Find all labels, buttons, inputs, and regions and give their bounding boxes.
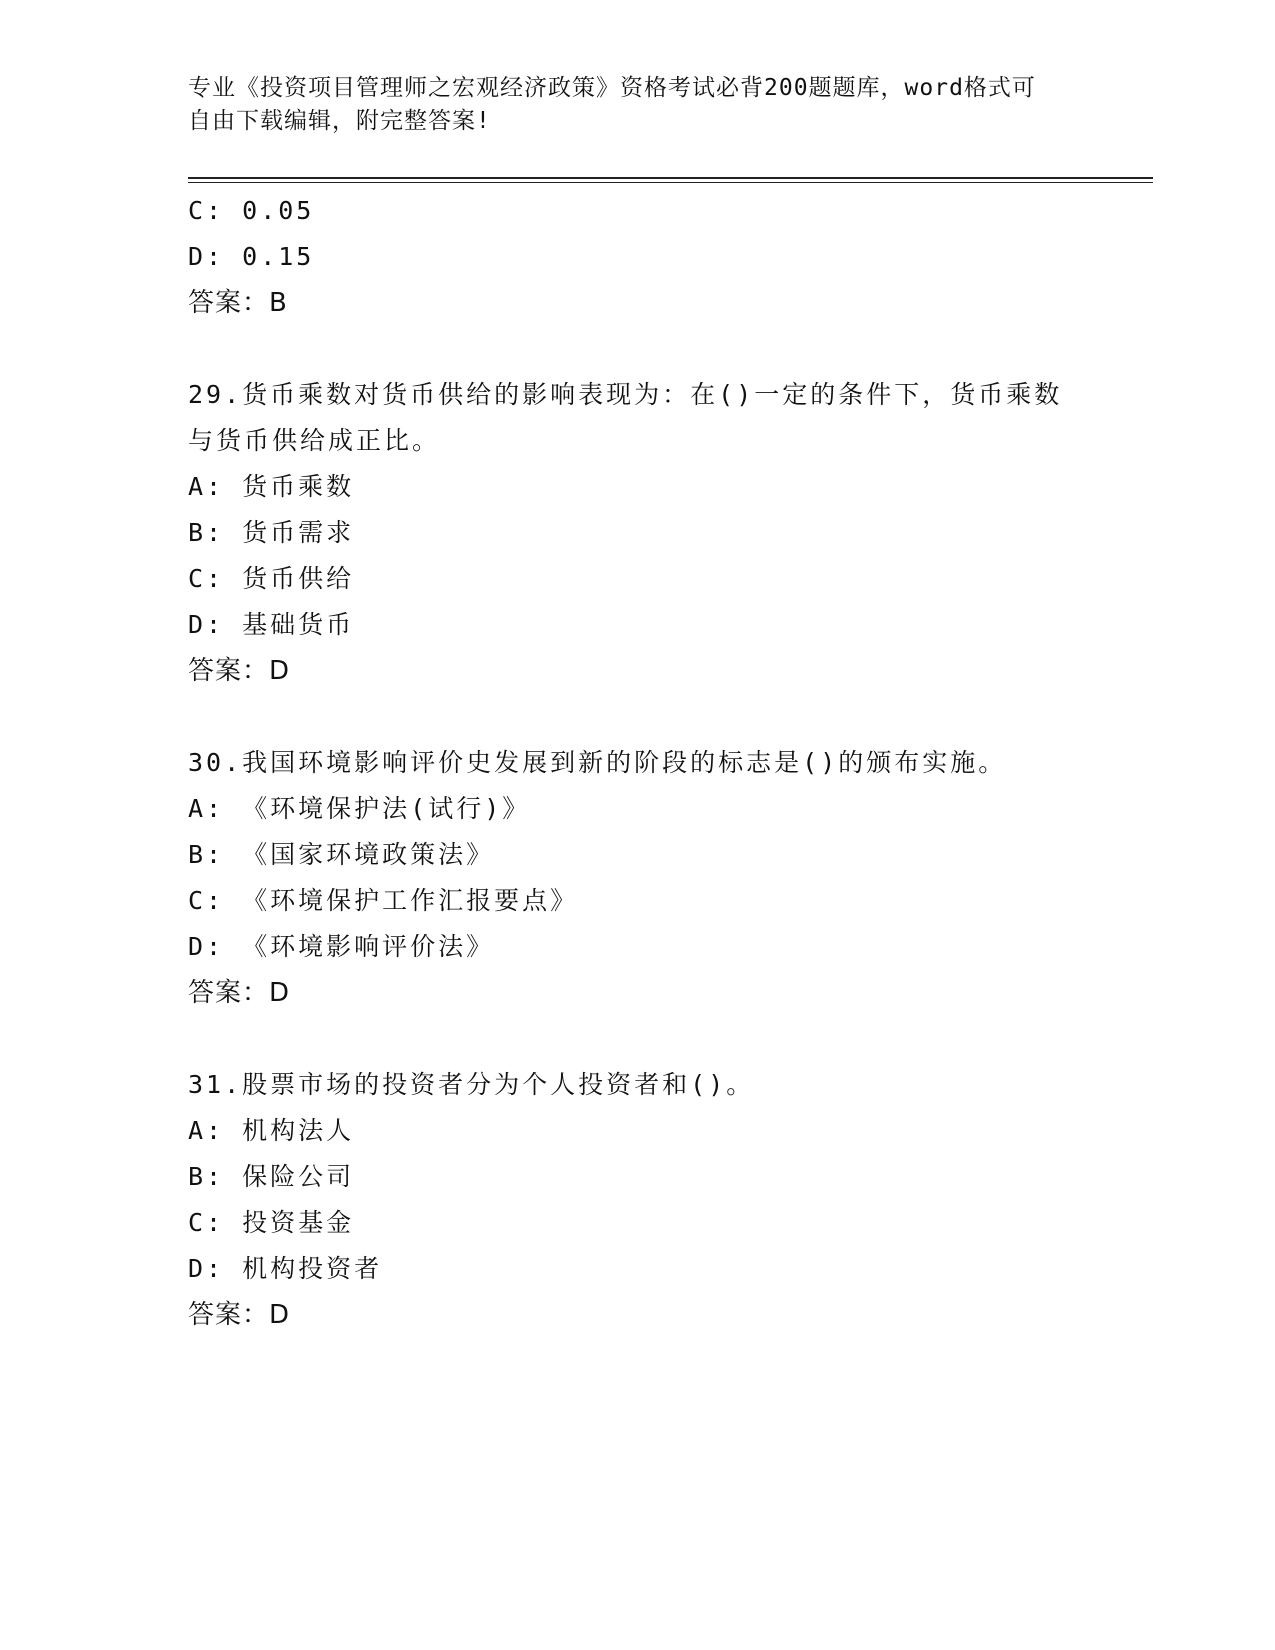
question-31-option-a: A: 机构法人 xyxy=(188,1116,355,1145)
question-29-option-a: A: 货币乘数 xyxy=(188,472,355,501)
question-29-option-b: B: 货币需求 xyxy=(188,518,355,547)
question-content xyxy=(188,188,1088,1338)
question-31-stem-line-1: 31.股票市场的投资者分为个人投资者和()。 xyxy=(188,1070,755,1099)
question-29-stem-line-2: 与货币供给成正比。 xyxy=(188,426,441,455)
question-30 xyxy=(188,740,1088,1016)
question-29-stem-line-1: 29.货币乘数对货币供给的影响表现为：在()一定的条件下，货币乘数 xyxy=(188,380,1063,409)
question-31-option-b: B: 保险公司 xyxy=(188,1162,355,1191)
question-29 xyxy=(188,372,1088,694)
page-header xyxy=(188,72,1068,138)
option-c-q28: C: 0.05 xyxy=(188,196,315,225)
question-31 xyxy=(188,1062,1088,1338)
header-line-1: 专业《投资项目管理师之宏观经济政策》资格考试必背200题题库，word格式可 xyxy=(188,75,1036,101)
header-line-2: 自由下载编辑，附完整答案! xyxy=(188,108,491,134)
spacer xyxy=(188,1016,1088,1062)
question-29-option-d: D: 基础货币 xyxy=(188,610,355,639)
header-divider-thin xyxy=(188,182,1153,183)
option-d-q28: D: 0.15 xyxy=(188,242,315,271)
header-divider-thick xyxy=(188,177,1153,179)
question-30-option-d: D: 《环境影响评价法》 xyxy=(188,932,495,961)
question-30-option-b: B: 《国家环境政策法》 xyxy=(188,840,495,869)
question-31-answer: 答案：D xyxy=(188,1300,291,1330)
answer-q28: 答案：B xyxy=(188,288,288,318)
question-31-option-c: C: 投资基金 xyxy=(188,1208,355,1237)
question-29-option-c: C: 货币供给 xyxy=(188,564,355,593)
question-30-stem-line-1: 30.我国环境影响评价史发展到新的阶段的标志是()的颁布实施。 xyxy=(188,748,1007,777)
spacer xyxy=(188,694,1088,740)
spacer xyxy=(188,326,1088,372)
question-31-option-d: D: 机构投资者 xyxy=(188,1254,383,1283)
question-30-option-a: A: 《环境保护法(试行)》 xyxy=(188,794,531,823)
question-30-option-c: C: 《环境保护工作汇报要点》 xyxy=(188,886,579,915)
question-29-answer: 答案：D xyxy=(188,656,291,686)
question-30-answer: 答案：D xyxy=(188,978,291,1008)
